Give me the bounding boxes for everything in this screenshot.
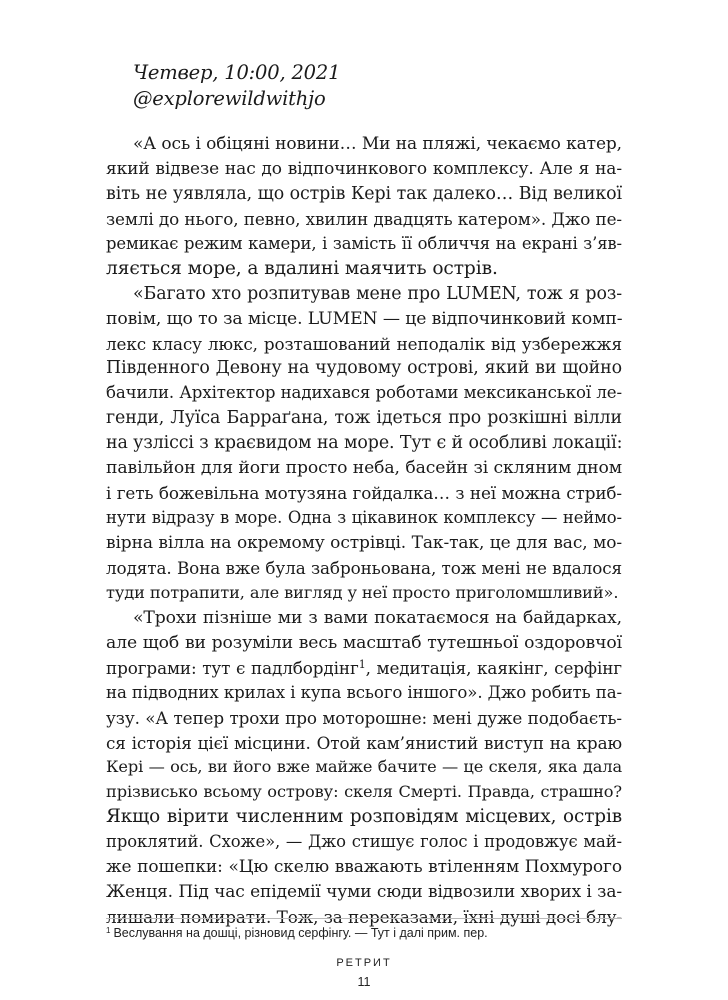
text-line [106, 307, 622, 332]
post-header [133, 60, 613, 111]
text-line [106, 880, 622, 905]
text-line-content: ся історія цієї місцини. Отой кам’янистий виступ на краю [106, 732, 622, 753]
text-line [106, 830, 622, 855]
text-line [106, 581, 622, 606]
post-date-line: Четвер, 10:00, 2021 [133, 61, 341, 84]
text-line-content: туди потрапити, але вигляд у неї просто приголомшливий». [106, 582, 619, 602]
footnote-marker: 1 [106, 926, 111, 935]
text-line-content: вірна вілла на окремому острівці. Так-так, це для вас, мо- [106, 533, 622, 553]
text-line-content: лодята. Вона вже була заброньована, тож мені не вдалося [106, 557, 622, 578]
text-line [106, 606, 622, 631]
text-line [106, 780, 622, 805]
text-line-content: ляється море, а вдалині маячить острів. [106, 257, 498, 279]
text-line [106, 755, 622, 780]
page-number: 11 [357, 975, 371, 989]
text-line-content: лекс класу люкс, розташований неподалік від узбережжя [106, 333, 622, 354]
text-line-content: Якщо вірити численним розповідям місцевих, острів [106, 806, 622, 828]
text-line-content: «А ось і обіцяні новини… Ми на пляжі, чекаємо катер, [133, 134, 622, 154]
text-line [106, 481, 622, 506]
text-line-content: же пошепки: «Цю скелю вважають втіленням Похмурого [106, 857, 622, 878]
text-line [106, 381, 622, 406]
text-line [106, 855, 622, 880]
text-line [106, 506, 622, 531]
text-line-content: Женця. Під час епідемії чуми сюди відвозили хворих і за- [106, 882, 622, 903]
text-line-content: на підводних крилах і купа всього іншого». Джо робить па- [106, 682, 622, 702]
text-line-content: «Трохи пізніше ми з вами покатаємося на байдарках, [133, 607, 622, 628]
text-line-content: лишали помирати. Тож, за переказами, їхні душі досі блу- [106, 907, 622, 928]
text-line [106, 232, 622, 257]
text-line-content: бачили. Архітектор надихався роботами мексиканської ле- [106, 383, 622, 403]
running-title: РЕТРИТ [336, 957, 392, 969]
footnote-reference: 1 [358, 657, 366, 671]
text-line-content: Південного Девону на чудовому острові, який ви щойно [106, 358, 622, 379]
text-line [106, 681, 622, 706]
text-line [106, 257, 622, 282]
text-line [106, 182, 622, 207]
text-line-content: проклятий. Схоже», — Джо стишує голос і продовжує май- [106, 832, 622, 852]
text-line-content: програми: тут є падлбордінг [106, 657, 359, 678]
text-line [106, 406, 622, 431]
text-line-content: узу. «А тепер трохи про моторошне: мені дуже подобаєть- [106, 707, 622, 728]
text-line-content: повім, що то за місце. LUMEN — це відпочинковий комп- [106, 308, 623, 329]
text-line [106, 431, 622, 456]
text-line [106, 282, 622, 307]
text-line [106, 132, 622, 157]
text-line-content: і геть божевільна мотузяна гойдалка… з неї можна стриб- [106, 483, 622, 504]
text-line-content: генди, Луїса Барраґана, тож ідеться про розкішні вілли [106, 408, 622, 429]
text-line-content: ремикає режим камери, і замість її обличчя на екрані з’яв- [106, 233, 622, 253]
footnote-text: Веслування на дошці, різновид серфінгу. — Тут і далі прим. пер. [113, 926, 488, 940]
text-line [106, 332, 622, 357]
text-line [106, 456, 622, 481]
text-line-content: але щоб ви розуміли весь масштаб тутешньої оздоровчої [106, 632, 622, 653]
text-line-content: землі до нього, певно, хвилин двадцять катером». Джо пе- [106, 208, 622, 229]
text-line [106, 631, 622, 656]
text-line-continuation: , медитація, каякінг, серфінг [365, 657, 622, 678]
text-line-content: павільйон для йоги просто неба, басейн зі скляним дном [106, 458, 622, 479]
text-line-content: прізвисько всьому острову: скеля Смерті. Правда, страшно? [106, 782, 622, 802]
text-line-content: «Багато хто розпитував мене про LUMEN, тож я роз- [133, 283, 622, 304]
body-text [106, 132, 622, 930]
post-handle: @explorewildwithjo [133, 86, 326, 110]
text-line [106, 157, 622, 182]
text-line [106, 706, 622, 731]
text-line-content: нути відразу в море. Одна з цікавинок комплексу — неймо- [106, 508, 622, 528]
text-line-content: Кері — ось, ви його вже майже бачите — це скеля, яка дала [106, 757, 622, 777]
footnote [106, 925, 622, 941]
text-line [106, 731, 622, 756]
text-line-content: на узліссі з краєвидом на море. Тут є й особливі локації: [106, 433, 623, 454]
text-line [106, 556, 622, 581]
footnote-divider [106, 918, 622, 919]
text-line [106, 656, 622, 681]
text-line-content: який відвезе нас до відпочинкового комплексу. Але я на- [106, 158, 622, 179]
text-line [106, 356, 622, 381]
text-line [106, 531, 622, 556]
text-line-content: віть не уявляла, що острів Кері так далеко… Від великої [106, 183, 622, 204]
text-line [106, 805, 622, 830]
text-line [106, 207, 622, 232]
